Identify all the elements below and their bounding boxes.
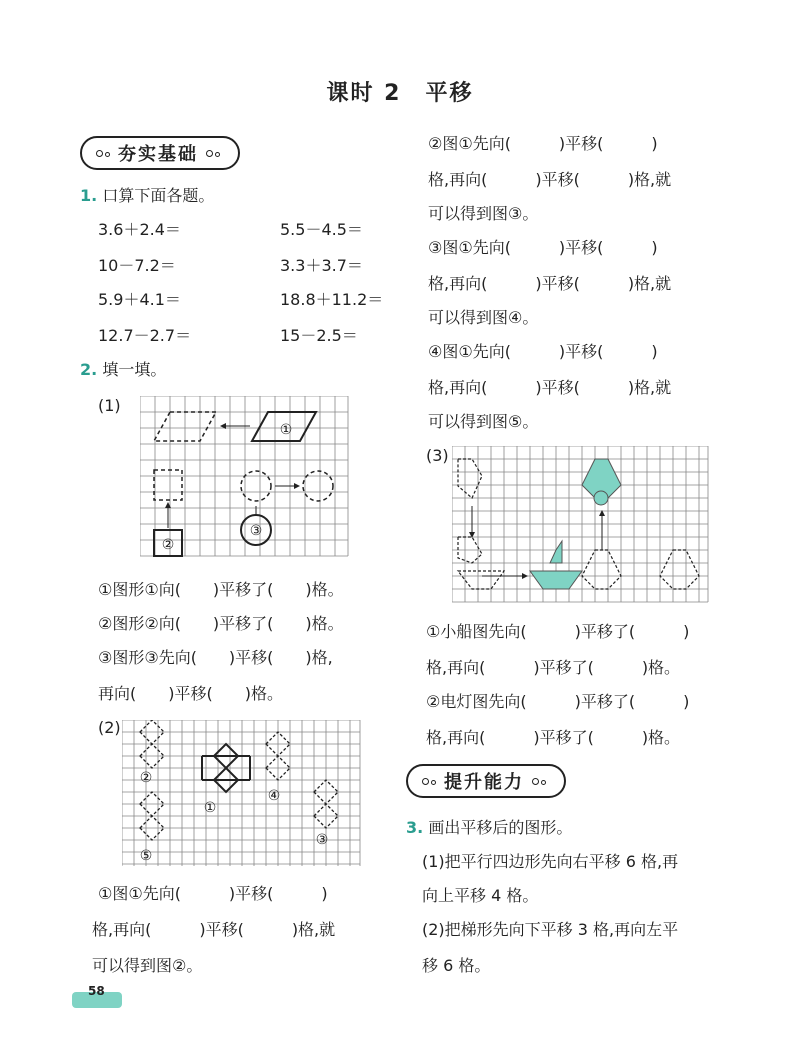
question-prompt: 填一填。 bbox=[102, 360, 167, 379]
q3-line: 向上平移 4 格。 bbox=[422, 886, 539, 905]
fill-line: 可以得到图④。 bbox=[428, 308, 539, 327]
question-number: 2. bbox=[80, 360, 98, 379]
fill-line: ②图①先向( )平移( ) bbox=[428, 134, 658, 153]
question-prompt: 画出平移后的图形。 bbox=[428, 818, 573, 837]
fill-line: ①图形①向( )平移了( )格。 bbox=[98, 580, 344, 599]
q3-line: (2)把梯形先向下平移 3 格,再向左平 bbox=[422, 920, 679, 939]
fill-line: 格,再向( )平移( )格,就 bbox=[428, 378, 672, 397]
calc-item: 10－7.2＝ bbox=[98, 256, 176, 275]
question-number: 3. bbox=[406, 818, 424, 837]
fill-line: 可以得到图⑤。 bbox=[428, 412, 539, 431]
part-label: (3) bbox=[426, 446, 449, 465]
q3-line: (1)把平行四边形先向右平移 6 格,再 bbox=[422, 852, 679, 871]
figure-label-3: ③ bbox=[315, 832, 329, 848]
fill-line: 再向( )平移( )格。 bbox=[98, 684, 283, 703]
figure-label-4: ④ bbox=[267, 788, 281, 804]
part-label: (2) bbox=[98, 718, 121, 737]
fill-line: ①图①先向( )平移( ) bbox=[98, 884, 328, 903]
question-prompt: 口算下面各题。 bbox=[102, 186, 215, 205]
decoration-dots-icon bbox=[206, 150, 220, 157]
grid-figure-3 bbox=[452, 446, 710, 606]
grid-figure-1 bbox=[140, 396, 350, 560]
fill-line: ②电灯图先向( )平移了( ) bbox=[426, 692, 690, 711]
q3-line: 移 6 格。 bbox=[422, 956, 491, 975]
arrowhead-icon bbox=[522, 573, 528, 579]
fill-line: 格,再向( )平移了( )格。 bbox=[426, 728, 681, 747]
page-title: 课时 2 平移 bbox=[326, 81, 474, 106]
fill-line: ③图①先向( )平移( ) bbox=[428, 238, 658, 257]
decoration-dots-icon bbox=[422, 778, 436, 785]
calc-item: 3.6＋2.4＝ bbox=[98, 220, 181, 239]
question-number: 1. bbox=[80, 186, 98, 205]
page-number-badge bbox=[72, 984, 122, 1010]
fill-line: 格,再向( )平移( )格,就 bbox=[428, 170, 672, 189]
fill-line: 可以得到图③。 bbox=[428, 204, 539, 223]
dashed-circle bbox=[241, 471, 271, 501]
decoration-dots-icon bbox=[532, 778, 546, 785]
fill-line: ③图形③先向( )平移( )格, bbox=[98, 648, 333, 667]
fill-line: 格,再向( )平移了( )格。 bbox=[426, 658, 681, 677]
figure-label-1: ① bbox=[203, 800, 217, 816]
fill-line: 可以得到图②。 bbox=[92, 956, 203, 975]
grid-figure-2 bbox=[122, 720, 362, 870]
fill-line: 格,再向( )平移( )格,就 bbox=[428, 274, 672, 293]
figure-label-2: ② bbox=[161, 537, 175, 553]
calc-item: 3.3＋3.7＝ bbox=[280, 256, 363, 275]
page-number: 58 bbox=[88, 984, 105, 998]
figure-label-5: ⑤ bbox=[139, 848, 153, 864]
grid-lines bbox=[452, 446, 708, 602]
lamp-bulb bbox=[594, 491, 608, 505]
figure-label-1: ① bbox=[279, 422, 293, 438]
section-header-basics bbox=[80, 136, 240, 170]
calc-item: 5.5－4.5＝ bbox=[280, 220, 363, 239]
section-title: 夯实基础 bbox=[118, 144, 198, 165]
section-title: 提升能力 bbox=[444, 772, 524, 793]
dashed-circle bbox=[303, 471, 333, 501]
section-header-advance bbox=[406, 764, 566, 798]
calc-item: 12.7－2.7＝ bbox=[98, 326, 192, 345]
fill-line: ①小船图先向( )平移了( ) bbox=[426, 622, 690, 641]
fill-line: 格,再向( )平移( )格,就 bbox=[92, 920, 336, 939]
figure-label-2: ② bbox=[139, 770, 153, 786]
calc-item: 5.9＋4.1＝ bbox=[98, 290, 181, 309]
decoration-dots-icon bbox=[96, 150, 110, 157]
figure-label-3: ③ bbox=[249, 523, 263, 539]
fill-line: ④图①先向( )平移( ) bbox=[428, 342, 658, 361]
dashed-square bbox=[154, 470, 182, 500]
part-label: (1) bbox=[98, 396, 121, 415]
fill-line: ②图形②向( )平移了( )格。 bbox=[98, 614, 344, 633]
question-2 bbox=[80, 360, 166, 380]
question-3 bbox=[406, 818, 572, 838]
boat-hull bbox=[530, 571, 582, 589]
calc-item: 15－2.5＝ bbox=[280, 326, 358, 345]
calc-item: 18.8＋11.2＝ bbox=[280, 290, 384, 309]
question-1 bbox=[80, 186, 214, 206]
arrowhead-icon bbox=[294, 483, 300, 489]
